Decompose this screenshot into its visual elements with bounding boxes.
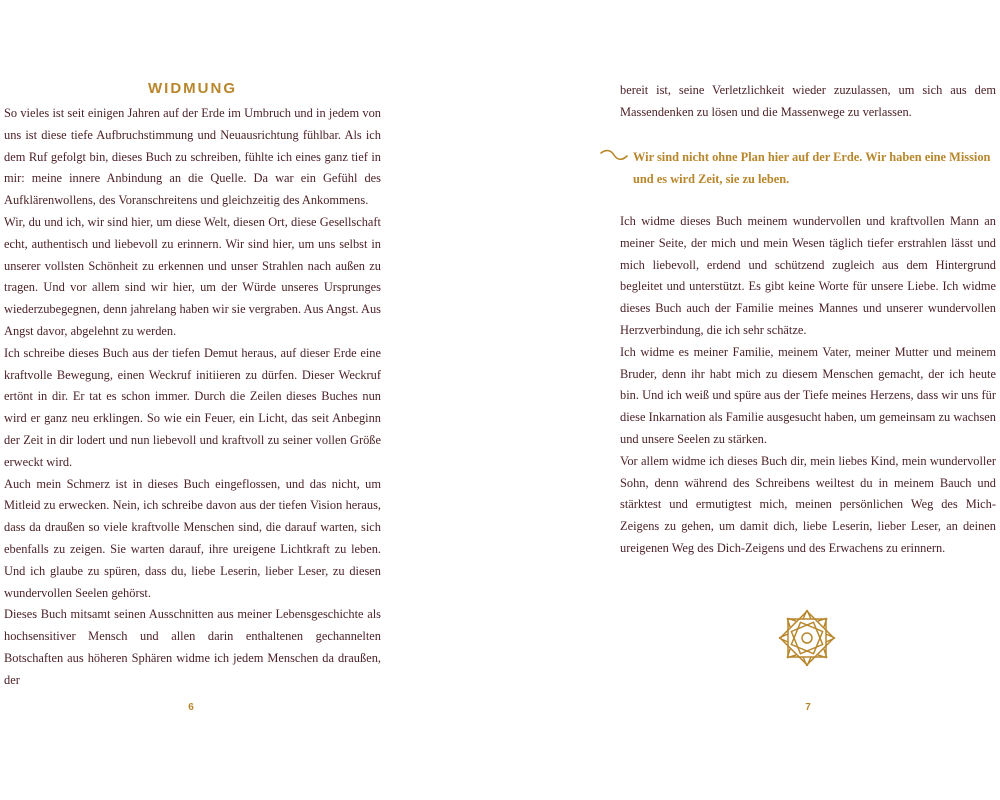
paragraph: Wir, du und ich, wir sind hier, um diese Welt, diesen Ort, diese Gesellschaft echt, authentisch und liebevoll zu erinnern. Wir sind hier, um uns selbst in unserer vollsten Schönheit zu erkennen und unser Strahlen nach außen zu tragen. Und vor allem sind wir hier, um der Würde unseres Ursprunges wiederzubegegnen, denn jahrelang haben wir sie vergraben. Aus Angst. Aus Angst davor, abgelehnt zu werden. xyxy=(4,214,381,338)
page-number-right: 7 xyxy=(805,702,811,713)
paragraph: Ich widme dieses Buch meinem wundervollen und kraftvollen Mann an meiner Seite, der mich und mein Wesen täglich tiefer erstrahlen lässt und mich liebevoll, erdend und schützend zugleich aus dem Hintergrund begleitet und unterstützt. Es gibt keine Worte für unsere Liebe. Ich widme dieses Buch auch der Familie meines Mannes und unserer wundervollen Herzverbindung, die ich sehr schätze. xyxy=(620,214,996,337)
right-page xyxy=(500,0,1000,800)
swirl-icon xyxy=(600,149,628,161)
paragraph: Ich schreibe dieses Buch aus der tiefen Demut heraus, auf dieser Erde eine kraftvolle Bewegung, einen Weckruf initiieren zu dürfen. Dieser Weckruf ertönt in dir. Er tat es schon immer. Durch die Zeilen dieses Buches nun wird er ganz neu erklingen. So wie ein Feuer, ein Licht, das seit Anbeginn der Zeit in dir lodert und nun liebevoll und kraftvoll zu seiner vollen Größe erweckt wird. xyxy=(4,345,381,469)
eight-point-star-mandala-icon xyxy=(777,608,837,668)
paragraph: Auch mein Schmerz ist in dieses Buch eingeflossen, und das nicht, um Mitleid zu erwecken. Nein, ich schreibe davon aus der tiefen Vision heraus, dass da draußen so viele kraftvolle Menschen sind, die darauf warten, sich ebenfalls zu zeigen. Sie warten darauf, ihre ureigene Lichtkraft zu leben. Und ich glaube zu spüren, dass du, liebe Leserin, lieber Leser, zu diesen wundervollen Seelen gehörst. xyxy=(4,476,381,600)
paragraph: Dieses Buch mitsamt seinen Ausschnitten aus meiner Lebensgeschichte als hochsensitiver Mensch und allen darin enthaltenen gechannelten Botschaften aus höheren Sphären widme ich jedem Menschen da draußen, der xyxy=(4,607,381,687)
page-number-left: 6 xyxy=(188,702,194,713)
continuation-text xyxy=(620,80,996,124)
chapter-heading: WIDMUNG xyxy=(148,80,237,97)
paragraph: Ich widme es meiner Familie, meinem Vater, meiner Mutter und meinem Bruder, denn ihr habt mich zu diesem Menschen gemacht, der ich heute bin. Und ich weiß und spüre aus der Tiefe meines Herzens, dass wir uns für diese Inkarnation als Familie ausgesucht haben, um gemeinsam zu wachsen und unsere Seelen zu stärken. xyxy=(620,344,996,446)
paragraph: bereit ist, seine Verletzlichkeit wieder zuzulassen, um sich aus dem Massendenken zu lösen und die Massenwege zu verlassen. xyxy=(620,83,996,119)
left-body-text xyxy=(4,103,381,692)
quote-text: Wir sind nicht ohne Plan hier auf der Erde. Wir haben eine Mission und es wird Zeit, sie zu leben. xyxy=(633,150,991,186)
paragraph: So vieles ist seit einigen Jahren auf der Erde im Umbruch und in jedem von uns ist diese tiefe Aufbruchstimmung und Neuausrichtung fühlbar. Als ich dem Ruf gefolgt bin, dieses Buch zu schreiben, fühlte ich eines ganz tief in mir: meine innere Anbindung an die Quelle. Da war ein Gefühl des Aufklärenwollens, des Voranschreitens und gleichzeitig des Ankommens. xyxy=(4,106,381,208)
paragraph: Vor allem widme ich dieses Buch dir, mein liebes Kind, mein wundervoller Sohn, denn während des Schreibens weiltest du in meinem Bauch und stärktest und ermutigtest mich, meinen persönlichen Weg des Mich-Zeigens zu gehen, um damit dich, liebe Leserin, lieber Leser, an deinen ureigenen Weg des Dich-Zeigens und des Erwachens zu erinnern. xyxy=(620,453,996,555)
right-body-text xyxy=(620,211,996,560)
